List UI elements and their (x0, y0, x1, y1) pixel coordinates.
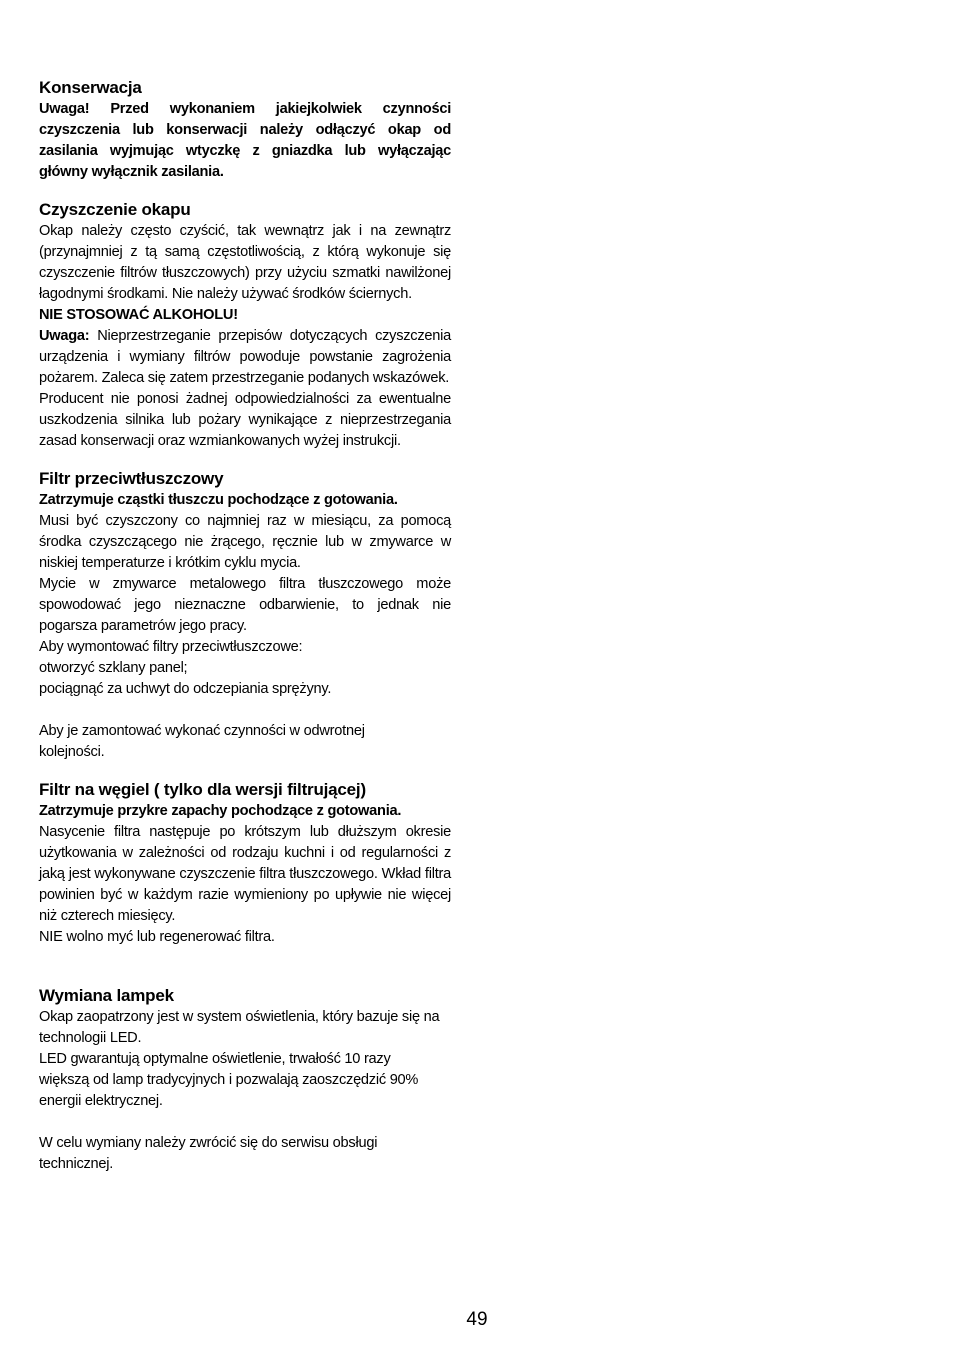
page-number: 49 (466, 1309, 488, 1330)
section-czyszczenie (39, 199, 451, 452)
led-benefits-paragraph: LED gwarantują optymalne oświetlenie, trwałość 10 razy większą od lamp tradycyjnych i pozwalają zaoszczędzić 90% energii elektrycznej. (39, 1051, 419, 1109)
dishwasher-paragraph: Mycie w zmywarce metalowego filtra tłuszczowego może spowodować jego nieznaczne odbarwienie, to jednak nie pogarsza parametrów jego pracy. (39, 576, 451, 634)
note-text: Nieprzestrzeganie przepisów dotyczących czyszczenia urządzenia i wymiany filtrów powoduje powstanie zagrożenia pożarem. Zaleca się zatem przestrzeganie podanych wskazówek. (39, 328, 451, 386)
service-contact-paragraph: W celu wymiany należy zwrócić się do serwisu obsługi technicznej. (39, 1135, 378, 1172)
note-label: Uwaga: (39, 328, 90, 344)
section-title-filtr-tluszczowy: Filtr przeciwtłuszczowy (39, 469, 224, 488)
removal-step-open-panel: otworzyć szklany panel; (39, 660, 188, 676)
grease-filter-subtitle: Zatrzymuje cząstki tłuszczu pochodzące z gotowania. (39, 492, 398, 508)
alcohol-warning: NIE STOSOWAĆ ALKOHOLU! (39, 307, 238, 323)
carbon-filter-saturation-paragraph: Nasycenie filtra następuje po krótszym lub dłuższym okresie użytkowania w zależności od rodzaju kuchni i od regularności z jaką jest wykonywane czyszczenie filtra tłuszczowego. Wkład filtra powinien być w każdym razie wymieniony po upływie nie więcej niż czterech miesięcy. (39, 824, 451, 924)
spacer (39, 1112, 451, 1133)
reinstall-paragraph: Aby je zamontować wykonać czynności w odwrotnej kolejności. (39, 723, 365, 760)
section-title-czyszczenie: Czyszczenie okapu (39, 200, 191, 219)
section-filtr-tluszczowy (39, 468, 451, 763)
section-filtr-weglowy (39, 779, 451, 948)
cleaning-paragraph: Okap należy często czyścić, tak wewnątrz jak i na zewnątrz (przynajmniej z tą samą częstotliwością, z którą wykonuje się czyszczenie filtrów tłuszczowych) przy użyciu szmatki nawilżonej łagodnymi środkami. Nie należy używać środków ściernych. (39, 223, 451, 302)
fire-risk-note (39, 326, 451, 389)
section-title-filtr-weglowy: Filtr na węgiel ( tylko dla wersji filtrującej) (39, 780, 366, 799)
removal-instructions-intro: Aby wymontować filtry przeciwtłuszczowe: (39, 639, 303, 655)
section-konserwacja (39, 77, 451, 183)
liability-paragraph: Producent nie ponosi żadnej odpowiedzialności za ewentualne uszkodzenia silnika lub pożary wynikające z nieprzestrzegania zasad konserwacji oraz wzmiankowanych wyżej instrukcji. (39, 391, 451, 449)
carbon-filter-no-wash: NIE wolno myć lub regenerować filtra. (39, 929, 275, 945)
carbon-filter-subtitle: Zatrzymuje przykre zapachy pochodzące z gotowania. (39, 803, 402, 819)
disconnect-warning: Uwaga! Przed wykonaniem jakiejkolwiek czynności czyszczenia lub konserwacji należy odłączyć okap od zasilania wyjmując wtyczkę z gniazdka lub wyłączając główny wyłącznik zasilania. (39, 101, 451, 180)
grease-filter-cleaning-paragraph: Musi być czyszczony co najmniej raz w miesiącu, za pomocą środka czyszczącego nie żrącego, ręcznie lub w zmywarce w niskiej temperaturze i krótkim cyklu mycia. (39, 513, 451, 571)
section-lampki (39, 985, 451, 1175)
spacer (39, 700, 451, 721)
lighting-system-paragraph: Okap zaopatrzony jest w system oświetlenia, który bazuje się na technologii LED. (39, 1009, 440, 1046)
section-title-lampki: Wymiana lampek (39, 986, 174, 1005)
section-title-konserwacja: Konserwacja (39, 78, 142, 97)
document-column (39, 77, 451, 1175)
removal-step-pull-handle: pociągnąć za uchwyt do odczepiania sprężyny. (39, 681, 332, 697)
